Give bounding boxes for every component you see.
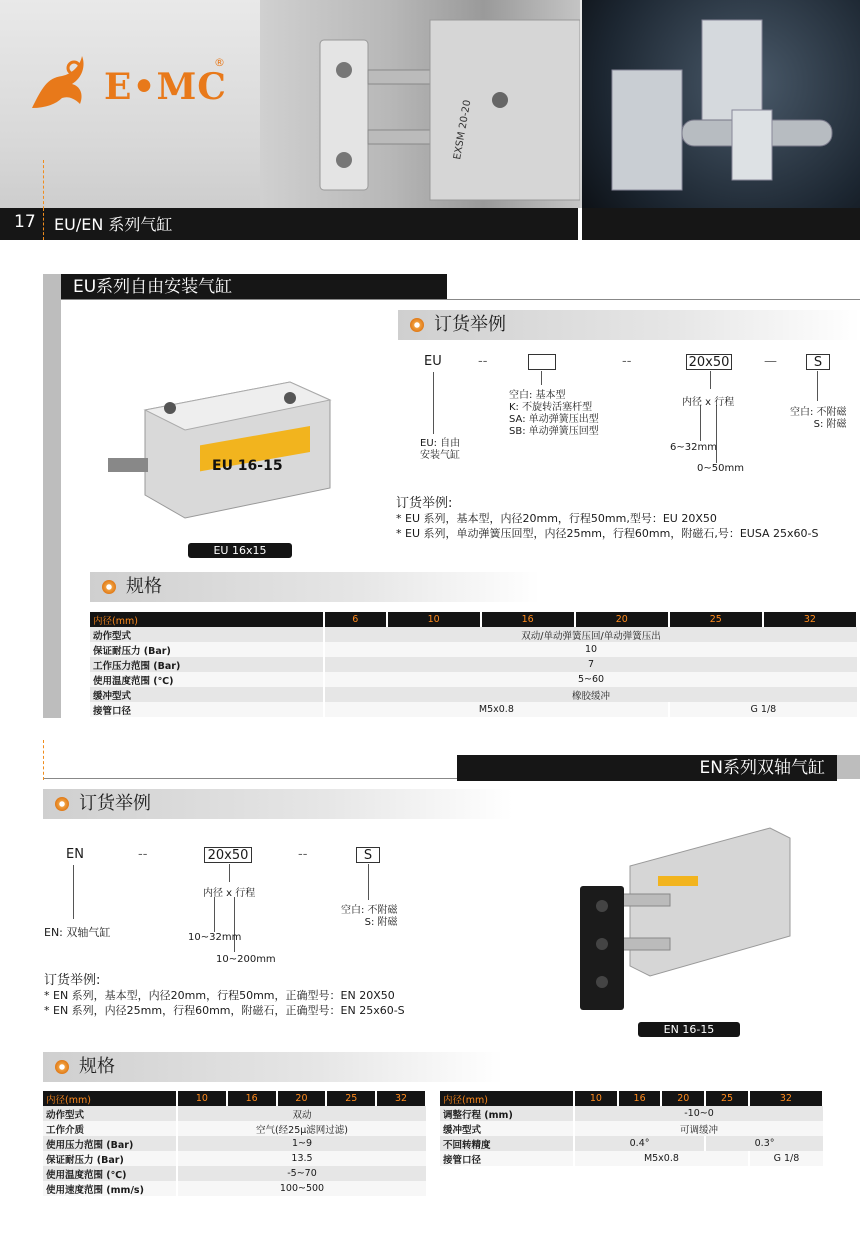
row-value: 双动/单动弹簧压回/单动弹簧压出 — [324, 627, 857, 642]
row-label: 缓冲型式 — [90, 687, 324, 702]
en-bore-leader — [214, 897, 215, 932]
en-mag-option: 空白: 不附磁 — [341, 905, 398, 916]
eu-sep-2: -- — [622, 354, 632, 369]
eu-section-title: EU系列自由安装气缸 — [61, 274, 447, 300]
table-row — [440, 1106, 823, 1121]
page-number: 17 — [14, 212, 36, 232]
row-label: 接管口径 — [90, 702, 324, 717]
row-label: 动作型式 — [90, 627, 324, 642]
table-row — [90, 657, 857, 672]
table-header-cell: 20 — [661, 1091, 705, 1106]
table-header-cell: 16 — [481, 612, 575, 627]
eu-code-desc-line: 安装气缸 — [420, 450, 460, 461]
table-header-cell: 内径(mm) — [43, 1091, 177, 1106]
row-label: 保证耐压力 (Bar) — [43, 1151, 177, 1166]
eu-spec-title: 规格 — [126, 576, 162, 597]
table-header-cell: 32 — [763, 612, 857, 627]
eu-type-leader — [541, 371, 542, 385]
eu-mag-option: S: 附磁 — [813, 419, 847, 430]
table-header-cell: 10 — [574, 1091, 618, 1106]
eu-order-title: 订货举例 — [434, 314, 506, 335]
eu-stroke-leader — [716, 405, 717, 463]
table-header-cell: 20 — [575, 612, 669, 627]
table-header-cell: 16 — [618, 1091, 662, 1106]
en-spec-table-left — [43, 1091, 427, 1196]
table-row — [440, 1136, 823, 1151]
row-label: 接管口径 — [440, 1151, 574, 1166]
row-value: 10 — [324, 642, 857, 657]
eu-mag-option: 空白: 不附磁 — [790, 407, 847, 418]
row-value: G 1/8 — [669, 702, 857, 717]
table-row — [90, 642, 857, 657]
eu-side-bar — [43, 274, 61, 718]
en-bore-range: 10~32mm — [188, 932, 242, 943]
table-row — [43, 1166, 426, 1181]
eu-product-image — [100, 370, 340, 530]
row-label: 调整行程 (mm) — [440, 1106, 574, 1121]
table-row — [43, 1121, 426, 1136]
en-example: * EN 系列，基本型，内径20mm，行程50mm，正确型号：EN 20X50 — [44, 989, 395, 1002]
row-label: 缓冲型式 — [440, 1121, 574, 1136]
eu-mag-options — [790, 407, 847, 431]
row-label: 使用温度范围 (℃) — [90, 672, 324, 687]
page-title: EU/EN 系列气缸 — [54, 215, 173, 234]
en-accent-line — [43, 740, 44, 780]
row-label: 动作型式 — [43, 1106, 177, 1121]
row-value: -10~0 — [574, 1106, 823, 1121]
row-value: 0.4° — [574, 1136, 705, 1151]
title-bar-divider — [43, 208, 44, 240]
header-product-photo — [260, 0, 580, 208]
row-value: -5~70 — [177, 1166, 426, 1181]
en-mag-option: S: 附磁 — [364, 917, 398, 928]
en-title-rule — [43, 778, 457, 779]
row-value: 空气(经25μ滤网过滤) — [177, 1121, 426, 1136]
row-label: 使用压力范围 (Bar) — [43, 1136, 177, 1151]
table-header-cell: 内径(mm) — [90, 612, 324, 627]
en-code: EN — [66, 847, 84, 862]
table-header-row — [440, 1091, 823, 1106]
row-value: 橡胶缓冲 — [324, 687, 857, 702]
bullet-icon — [102, 580, 116, 594]
eu-size-desc: 内径 x 行程 — [682, 397, 735, 408]
row-label: 工作压力范围 (Bar) — [90, 657, 324, 672]
table-row — [440, 1121, 823, 1136]
eu-title-rule — [61, 299, 860, 300]
eu-stroke-range: 0~50mm — [697, 463, 744, 474]
table-row — [43, 1106, 426, 1121]
bullet-icon — [55, 797, 69, 811]
en-spec-title: 规格 — [79, 1056, 115, 1077]
table-row — [90, 702, 857, 717]
row-value: 1~9 — [177, 1136, 426, 1151]
en-mag-box: S — [356, 847, 380, 863]
row-value: 可调缓冲 — [574, 1121, 823, 1136]
row-label: 不回转精度 — [440, 1136, 574, 1151]
en-size-leader — [229, 864, 230, 882]
en-size-box: 20x50 — [204, 847, 252, 863]
en-stroke-leader — [234, 897, 235, 952]
eu-spec-header — [90, 572, 540, 602]
table-row — [43, 1181, 426, 1196]
row-value: 100~500 — [177, 1181, 426, 1196]
table-header-row — [43, 1091, 426, 1106]
en-sep-2: -- — [298, 847, 308, 862]
en-spec-table-right — [440, 1091, 824, 1166]
row-value: M5x0.8 — [324, 702, 669, 717]
eu-example: * EU 系列，单动弹簧压回型，内径25mm，行程60mm，附磁石,号：EUSA 25x60-S — [396, 527, 819, 540]
row-label: 使用速度范围 (mm/s) — [43, 1181, 177, 1196]
en-order-title: 订货举例 — [79, 793, 151, 814]
en-example: * EN 系列，内径25mm，行程60mm，附磁石，正确型号：EN 25x60-S — [44, 1004, 405, 1017]
eu-code-desc-line: EU: 自由 — [420, 438, 461, 449]
eu-spec-table — [90, 612, 858, 717]
table-header-cell: 32 — [376, 1091, 426, 1106]
en-order-header — [43, 789, 513, 819]
table-row — [90, 687, 857, 702]
header-product-photo-dark — [582, 0, 860, 208]
table-header-cell: 20 — [277, 1091, 327, 1106]
eu-example: * EU 系列，基本型，内径20mm，行程50mm,型号：EU 20X50 — [396, 512, 717, 525]
eu-size-box: 20x50 — [686, 354, 732, 370]
eu-type-option: SA: 单动弹簧压出型 — [509, 414, 599, 425]
table-row — [90, 672, 857, 687]
row-value: 0.3° — [705, 1136, 823, 1151]
svg-text:EXSM 20-20: EXSM 20-20 — [452, 99, 474, 161]
en-product-image — [580, 826, 800, 1016]
en-code-leader — [73, 865, 74, 919]
row-label: 工作介质 — [43, 1121, 177, 1136]
table-header-cell: 内径(mm) — [440, 1091, 574, 1106]
table-row — [440, 1151, 823, 1166]
en-spec-header — [43, 1052, 503, 1082]
eu-code-desc — [420, 438, 460, 462]
row-value: 5~60 — [324, 672, 857, 687]
eu-size-leader — [710, 371, 711, 389]
eu-type-options — [509, 390, 599, 438]
row-label: 保证耐压力 (Bar) — [90, 642, 324, 657]
eu-type-box — [528, 354, 556, 370]
en-sep-1: -- — [138, 847, 148, 862]
en-mag-leader — [368, 864, 369, 900]
table-header-cell: 10 — [177, 1091, 227, 1106]
row-label: 使用温度范围 (℃) — [43, 1166, 177, 1181]
table-header-row — [90, 612, 857, 627]
row-value: 7 — [324, 657, 857, 672]
table-header-cell: 25 — [705, 1091, 749, 1106]
table-row — [43, 1136, 426, 1151]
en-side-block — [837, 755, 860, 779]
eu-type-option: K: 不旋转活塞杆型 — [509, 402, 593, 413]
table-header-cell: 10 — [387, 612, 481, 627]
table-header-cell: 32 — [749, 1091, 823, 1106]
en-size-desc: 内径 x 行程 — [203, 888, 256, 899]
eu-bore-range: 6~32mm — [670, 442, 717, 453]
eu-order-header — [398, 310, 860, 340]
eu-product-print: EU 16-15 — [212, 458, 283, 474]
table-header-cell: 6 — [324, 612, 387, 627]
en-mag-options — [341, 905, 398, 929]
row-value: 双动 — [177, 1106, 426, 1121]
brand-logo: E•MC — [104, 66, 227, 108]
bullet-icon — [410, 318, 424, 332]
eu-code: EU — [424, 354, 442, 369]
eu-mag-box: S — [806, 354, 830, 370]
eu-type-option: 空白: 基本型 — [509, 390, 566, 401]
registered-mark: ® — [214, 56, 225, 69]
table-header-cell: 25 — [669, 612, 763, 627]
eu-code-leader — [433, 372, 434, 434]
table-row — [90, 627, 857, 642]
eu-mag-leader — [817, 371, 818, 401]
eu-type-option: SB: 单动弹簧压回型 — [509, 426, 599, 437]
en-stroke-range: 10~200mm — [216, 954, 276, 965]
bullet-icon — [55, 1060, 69, 1074]
ram-logo-icon — [22, 48, 92, 118]
en-code-desc: EN: 双轴气缸 — [44, 926, 111, 939]
row-value: 13.5 — [177, 1151, 426, 1166]
eu-sep-1: -- — [478, 354, 488, 369]
en-examples-title: 订货举例: — [44, 973, 101, 988]
eu-bore-leader — [700, 405, 701, 441]
eu-sep-3: — — [764, 354, 777, 369]
row-value: M5x0.8 — [574, 1151, 749, 1166]
row-value: G 1/8 — [749, 1151, 823, 1166]
table-row — [43, 1151, 426, 1166]
eu-product-label: EU 16x15 — [188, 543, 292, 558]
eu-examples-title: 订货举例: — [396, 496, 453, 511]
en-section-title: EN系列双轴气缸 — [457, 755, 837, 781]
table-header-cell: 25 — [326, 1091, 376, 1106]
table-header-cell: 16 — [227, 1091, 277, 1106]
en-product-label: EN 16-15 — [638, 1022, 740, 1037]
